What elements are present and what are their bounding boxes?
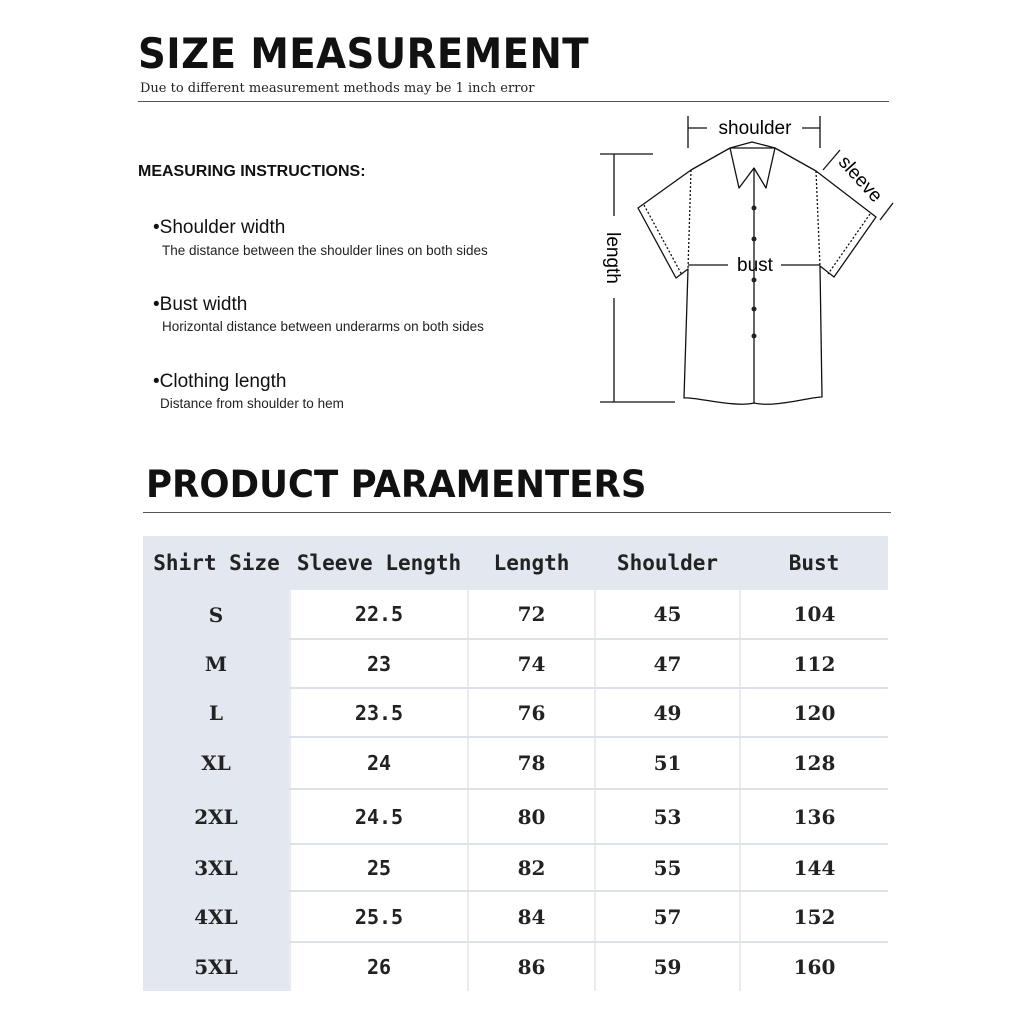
table-header-row	[143, 536, 888, 590]
shoulder-cell: 51	[595, 737, 740, 789]
length-cell: 76	[468, 688, 595, 737]
column-header: Shoulder	[595, 536, 740, 590]
page-subtitle: Due to different measurement methods may be 1 inch error	[140, 81, 535, 96]
size-cell: M	[143, 639, 290, 688]
bust-cell: 104	[740, 590, 888, 639]
size-cell: 2XL	[143, 789, 290, 844]
shoulder-label: shoulder	[718, 118, 792, 139]
table-row	[143, 737, 888, 789]
table-row	[143, 789, 888, 844]
bust-label: bust	[737, 255, 773, 276]
size-table	[143, 536, 888, 991]
sleeve-label: sleeve	[833, 151, 887, 207]
header-divider	[138, 101, 889, 102]
shoulder-cell: 57	[595, 891, 740, 942]
sleeve-cell: 25.5	[290, 891, 468, 942]
table-row	[143, 688, 888, 737]
length-cell: 84	[468, 891, 595, 942]
shoulder-cell: 45	[595, 590, 740, 639]
instructions-heading: MEASURING INSTRUCTIONS:	[138, 163, 366, 180]
bust-cell: 144	[740, 844, 888, 891]
length-cell: 78	[468, 737, 595, 789]
instruction-label: •Clothing length	[153, 371, 287, 392]
bust-cell: 120	[740, 688, 888, 737]
sleeve-cell: 24	[290, 737, 468, 789]
length-cell: 72	[468, 590, 595, 639]
shoulder-cell: 59	[595, 942, 740, 991]
column-header: Bust	[740, 536, 888, 590]
length-cell: 74	[468, 639, 595, 688]
parameters-title: PRODUCT PARAMENTERS	[146, 463, 647, 506]
size-cell: XL	[143, 737, 290, 789]
shoulder-cell: 49	[595, 688, 740, 737]
bust-cell: 160	[740, 942, 888, 991]
sleeve-cell: 22.5	[290, 590, 468, 639]
sleeve-cell: 26	[290, 942, 468, 991]
bust-cell: 128	[740, 737, 888, 789]
page-title: SIZE MEASUREMENT	[138, 29, 590, 78]
shoulder-cell: 53	[595, 789, 740, 844]
size-cell: 5XL	[143, 942, 290, 991]
length-cell: 82	[468, 844, 595, 891]
sleeve-cell: 24.5	[290, 789, 468, 844]
shoulder-cell: 47	[595, 639, 740, 688]
length-label: length	[602, 232, 623, 284]
instruction-description: The distance between the shoulder lines on both sides	[162, 243, 488, 258]
instruction-label: •Shoulder width	[153, 217, 286, 238]
size-cell: 4XL	[143, 891, 290, 942]
sleeve-cell: 25	[290, 844, 468, 891]
column-header: Length	[468, 536, 595, 590]
bust-cell: 152	[740, 891, 888, 942]
length-cell: 86	[468, 942, 595, 991]
shoulder-cell: 55	[595, 844, 740, 891]
column-header: Sleeve Length	[290, 536, 468, 590]
table-row	[143, 844, 888, 891]
column-header: Shirt Size	[143, 536, 290, 590]
bust-cell: 136	[740, 789, 888, 844]
table-row	[143, 891, 888, 942]
instruction-description: Horizontal distance between underarms on both sides	[162, 319, 484, 334]
size-table-container	[143, 536, 888, 991]
table-row	[143, 942, 888, 991]
shirt-diagram	[590, 108, 900, 413]
sleeve-cell: 23.5	[290, 688, 468, 737]
sleeve-cell: 23	[290, 639, 468, 688]
instruction-label: •Bust width	[153, 294, 248, 315]
size-cell: L	[143, 688, 290, 737]
parameters-divider	[143, 512, 891, 513]
instruction-description: Distance from shoulder to hem	[160, 396, 344, 411]
size-cell: S	[143, 590, 290, 639]
size-cell: 3XL	[143, 844, 290, 891]
table-row	[143, 639, 888, 688]
table-row	[143, 590, 888, 639]
length-cell: 80	[468, 789, 595, 844]
bust-cell: 112	[740, 639, 888, 688]
